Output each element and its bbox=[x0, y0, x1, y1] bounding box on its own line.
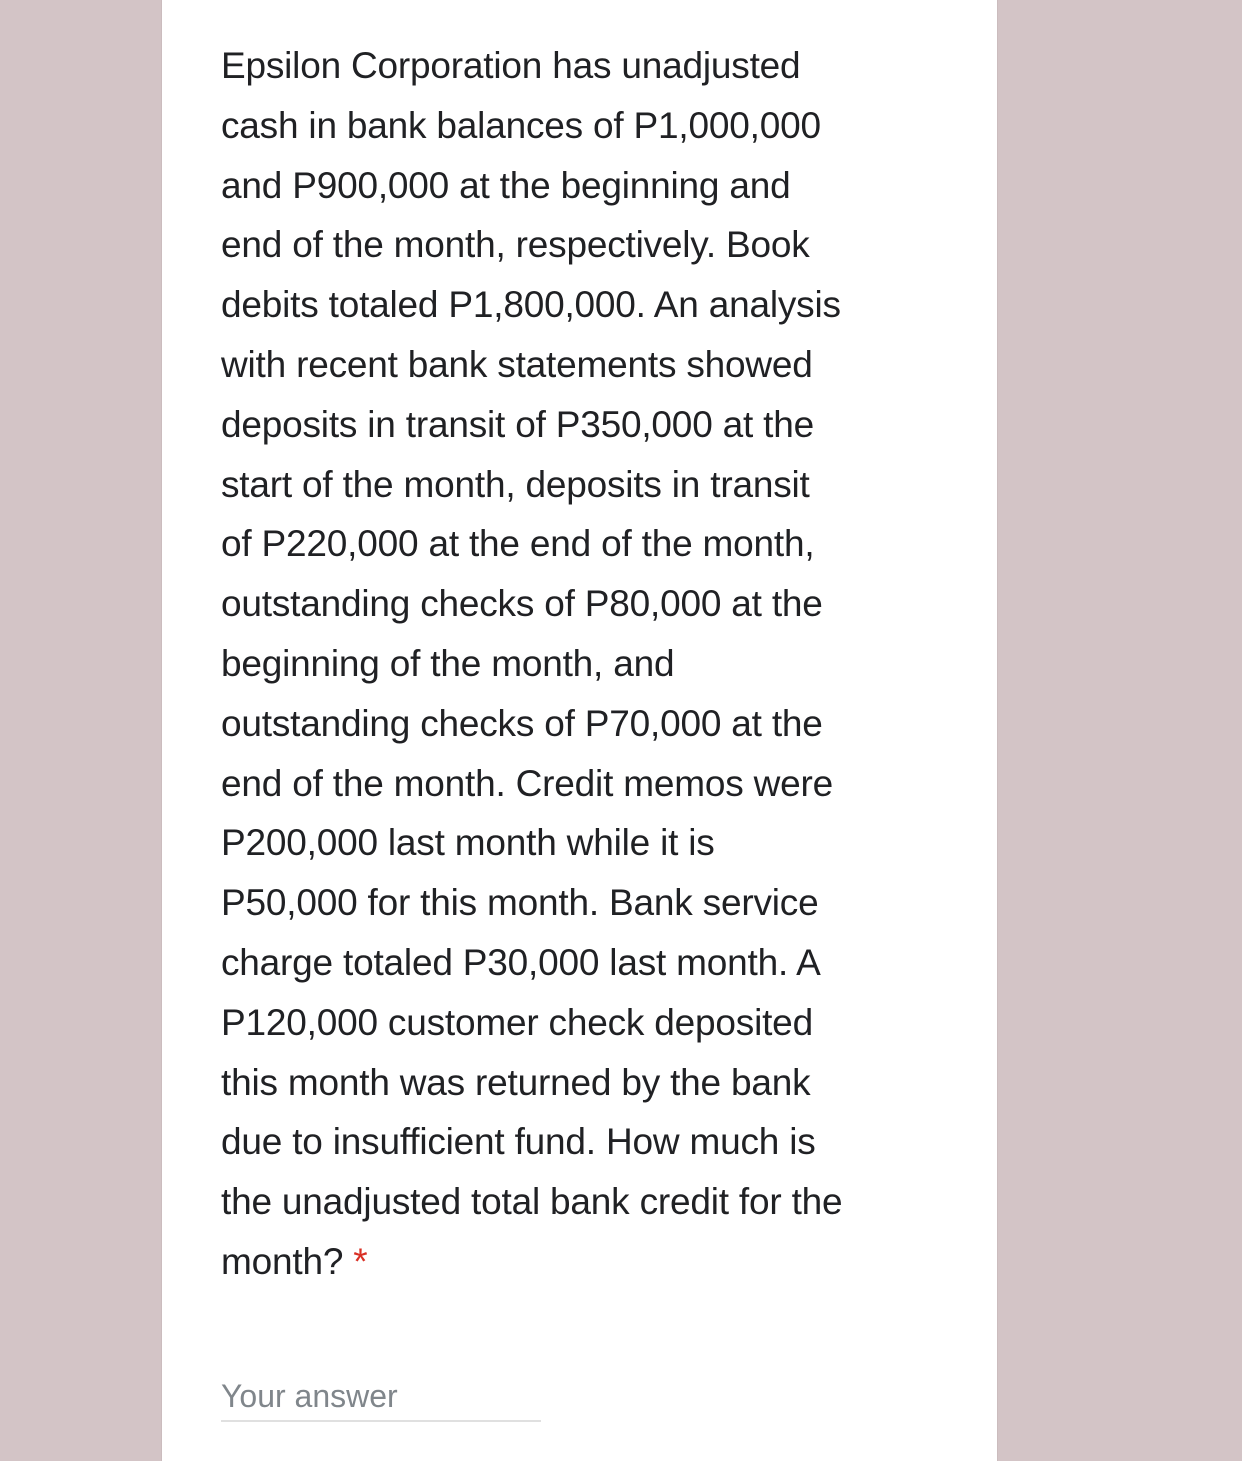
question-line: of P220,000 at the end of the month, bbox=[221, 523, 815, 565]
question-line: due to insufficient fund. How much is bbox=[221, 1121, 816, 1163]
question-line: month? bbox=[221, 1240, 344, 1282]
question-line: and P900,000 at the beginning and bbox=[221, 164, 791, 206]
question-line: P50,000 for this month. Bank service bbox=[221, 882, 819, 924]
question-line: debits totaled P1,800,000. An analysis bbox=[221, 284, 841, 326]
question-line: deposits in transit of P350,000 at the bbox=[221, 403, 815, 445]
question-line: the unadjusted total bank credit for the bbox=[221, 1181, 843, 1223]
question-line: with recent bank statements showed bbox=[221, 343, 813, 385]
question-line: outstanding checks of P80,000 at the bbox=[221, 583, 823, 625]
form-card bbox=[161, 0, 998, 1461]
question-last-line bbox=[221, 1232, 951, 1292]
question-line: this month was returned by the bank bbox=[221, 1061, 811, 1103]
question-line: charge totaled P30,000 last month. A bbox=[221, 941, 821, 983]
question-line: end of the month, respectively. Book bbox=[221, 224, 810, 266]
question-line: P120,000 customer check deposited bbox=[221, 1001, 813, 1043]
question-line: start of the month, deposits in transit bbox=[221, 463, 810, 505]
required-asterisk: * bbox=[353, 1240, 368, 1282]
question-line: outstanding checks of P70,000 at the bbox=[221, 702, 823, 744]
question-line: beginning of the month, and bbox=[221, 642, 675, 684]
answer-input[interactable] bbox=[221, 1372, 541, 1422]
question-line: cash in bank balances of P1,000,000 bbox=[221, 104, 821, 146]
question-line: Epsilon Corporation has unadjusted bbox=[221, 45, 801, 86]
question-text bbox=[221, 36, 951, 1292]
question-line: P200,000 last month while it is bbox=[221, 822, 715, 864]
question-line: end of the month. Credit memos were bbox=[221, 762, 834, 804]
